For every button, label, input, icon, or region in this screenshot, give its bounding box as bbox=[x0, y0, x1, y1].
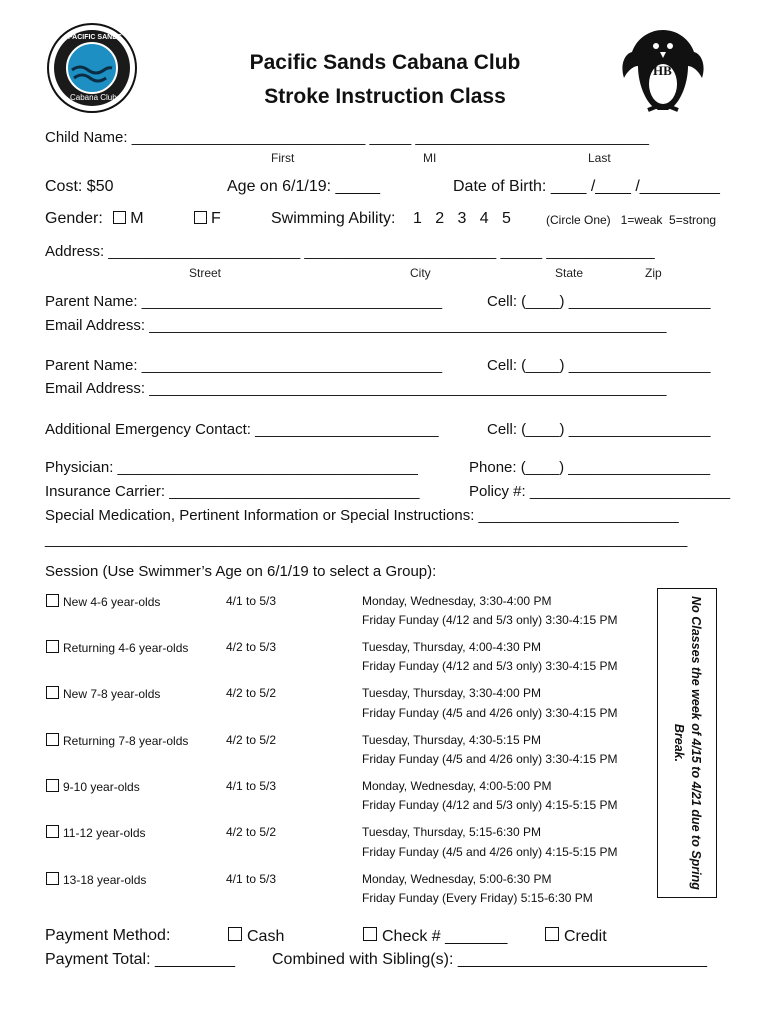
group-name: Returning 4-6 year-olds bbox=[63, 641, 189, 655]
group-schedule: Tuesday, Thursday, 5:15-6:30 PM bbox=[362, 825, 541, 839]
ability-scale[interactable]: 1 2 3 4 5 bbox=[413, 210, 511, 227]
parent1-cell-field[interactable]: Cell: (____) _________________ bbox=[487, 293, 711, 310]
gender-label: Gender: bbox=[45, 210, 103, 227]
credit-checkbox[interactable] bbox=[545, 927, 559, 941]
sub-mi: MI bbox=[423, 151, 437, 165]
group-dates: 4/2 to 5/3 bbox=[226, 640, 277, 654]
special-instructions-line2[interactable]: _____________________________________________________________________________ bbox=[45, 531, 688, 548]
credit-label: Credit bbox=[564, 928, 607, 945]
club-logo bbox=[46, 22, 138, 114]
cash-checkbox[interactable] bbox=[228, 927, 242, 941]
sub-city: City bbox=[410, 266, 431, 280]
session-checkbox[interactable] bbox=[46, 872, 59, 885]
parent2-cell-field[interactable]: Cell: (____) _________________ bbox=[487, 357, 711, 374]
parent2-name-field[interactable]: Parent Name: ____________________________________ bbox=[45, 357, 443, 374]
session-checkbox[interactable] bbox=[46, 686, 59, 699]
ability-note: (Circle One) 1=weak 5=strong bbox=[546, 213, 717, 227]
payment-method-label: Payment Method: bbox=[45, 927, 171, 944]
group-friday: Friday Funday (Every Friday) 5:15-6:30 PM bbox=[362, 891, 593, 905]
age-field[interactable]: Age on 6/1/19: _____ bbox=[227, 178, 381, 195]
group-name: 11-12 year-olds bbox=[63, 826, 146, 840]
session-row[interactable] bbox=[46, 779, 140, 794]
policy-field[interactable]: Policy #: ________________________ bbox=[469, 483, 731, 500]
group-dates: 4/2 to 5/2 bbox=[226, 686, 277, 700]
mascot-initials: HB bbox=[653, 63, 672, 78]
session-row[interactable] bbox=[46, 872, 146, 887]
group-schedule: Tuesday, Thursday, 4:30-5:15 PM bbox=[362, 733, 541, 747]
parent1-email-field[interactable]: Email Address: ______________________________________________________________ bbox=[45, 317, 667, 334]
session-row[interactable] bbox=[46, 686, 160, 701]
check-checkbox[interactable] bbox=[363, 927, 377, 941]
session-checkbox[interactable] bbox=[46, 779, 59, 792]
special-instructions-field[interactable]: Special Medication, Pertinent Information or Special Instructions: ________________________ bbox=[45, 507, 679, 524]
group-friday: Friday Funday (4/12 and 5/3 only) 4:15-5:15 PM bbox=[362, 798, 618, 812]
cash-label: Cash bbox=[247, 928, 285, 945]
sub-zip: Zip bbox=[645, 266, 662, 280]
group-friday: Friday Funday (4/12 and 5/3 only) 3:30-4:15 PM bbox=[362, 659, 618, 673]
group-name: 13-18 year-olds bbox=[63, 873, 147, 887]
group-name: 9-10 year-olds bbox=[63, 780, 140, 794]
gender-f-checkbox[interactable] bbox=[194, 211, 207, 224]
parent1-name-field[interactable]: Parent Name: ____________________________________ bbox=[45, 293, 443, 310]
check-label[interactable]: Check # _______ bbox=[382, 928, 508, 945]
group-name: New 7-8 year-olds bbox=[63, 687, 161, 701]
dob-field[interactable]: Date of Birth: ____ /____ /_________ bbox=[453, 178, 720, 195]
combined-sibling-field[interactable]: Combined with Sibling(s): ____________________________ bbox=[272, 951, 708, 968]
page-title: Pacific Sands Cabana Club bbox=[249, 51, 521, 74]
group-dates: 4/1 to 5/3 bbox=[226, 594, 277, 608]
physician-phone-field[interactable]: Phone: (____) _________________ bbox=[469, 459, 711, 476]
parent2-email-field[interactable]: Email Address: ______________________________________________________________ bbox=[45, 380, 667, 397]
payment-total-field[interactable]: Payment Total: _________ bbox=[45, 951, 236, 968]
ability-label: Swimming Ability: bbox=[271, 210, 396, 227]
logo-text-bottom: Cabana Club bbox=[70, 93, 117, 102]
gender-f-label: F bbox=[211, 210, 221, 227]
insurance-field[interactable]: Insurance Carrier: ______________________________ bbox=[45, 483, 420, 500]
group-name: Returning 7-8 year-olds bbox=[63, 734, 189, 748]
session-checkbox[interactable] bbox=[46, 594, 59, 607]
session-row[interactable] bbox=[46, 594, 160, 609]
group-name: New 4-6 year-olds bbox=[63, 595, 161, 609]
group-dates: 4/1 to 5/3 bbox=[226, 779, 277, 793]
group-schedule: Monday, Wednesday, 5:00-6:30 PM bbox=[362, 872, 552, 886]
child-name-label: Child Name: bbox=[45, 129, 132, 146]
emergency-cell-field[interactable]: Cell: (____) _________________ bbox=[487, 421, 711, 438]
session-row[interactable] bbox=[46, 640, 188, 655]
physician-field[interactable]: Physician: ____________________________________ bbox=[45, 459, 418, 476]
group-dates: 4/1 to 5/3 bbox=[226, 872, 277, 886]
bird-mascot-icon bbox=[618, 26, 708, 114]
address-field[interactable]: Address: _______________________ _______________________ _____ _____________ bbox=[45, 243, 655, 260]
child-name-field[interactable]: ____________________________ _____ ____________________________ bbox=[131, 129, 649, 146]
group-schedule: Tuesday, Thursday, 3:30-4:00 PM bbox=[362, 686, 541, 700]
session-row[interactable] bbox=[46, 825, 146, 840]
gender-m-label: M bbox=[130, 210, 144, 227]
group-schedule: Monday, Wednesday, 4:00-5:00 PM bbox=[362, 779, 552, 793]
page-subtitle: Stroke Instruction Class bbox=[264, 85, 506, 108]
group-schedule: Monday, Wednesday, 3:30-4:00 PM bbox=[362, 594, 552, 608]
session-checkbox[interactable] bbox=[46, 825, 59, 838]
group-dates: 4/2 to 5/2 bbox=[226, 825, 277, 839]
session-row[interactable] bbox=[46, 733, 188, 748]
group-friday: Friday Funday (4/5 and 4/26 only) 4:15-5:15 PM bbox=[362, 845, 618, 859]
session-checkbox[interactable] bbox=[46, 733, 59, 746]
cost-text: Cost: $50 bbox=[45, 178, 114, 195]
group-dates: 4/2 to 5/2 bbox=[226, 733, 277, 747]
sub-street: Street bbox=[189, 266, 222, 280]
spring-break-note-box bbox=[657, 588, 717, 898]
session-heading: Session (Use Swimmer’s Age on 6/1/19 to select a Group): bbox=[45, 563, 437, 580]
gender-m-checkbox[interactable] bbox=[113, 211, 126, 224]
session-checkbox[interactable] bbox=[46, 640, 59, 653]
spring-break-note: No Classes the week of 4/15 to 4/21 due to Spring Break. bbox=[672, 596, 703, 890]
sub-first: First bbox=[271, 151, 295, 165]
sub-state: State bbox=[555, 266, 584, 280]
group-friday: Friday Funday (4/5 and 4/26 only) 3:30-4:15 PM bbox=[362, 752, 618, 766]
group-friday: Friday Funday (4/12 and 5/3 only) 3:30-4:15 PM bbox=[362, 613, 618, 627]
group-schedule: Tuesday, Thursday, 4:00-4:30 PM bbox=[362, 640, 541, 654]
sub-last: Last bbox=[588, 151, 611, 165]
logo-text-top: PACIFIC SANDS bbox=[68, 34, 122, 41]
emergency-contact-field[interactable]: Additional Emergency Contact: ______________________ bbox=[45, 421, 439, 438]
group-friday: Friday Funday (4/5 and 4/26 only) 3:30-4:15 PM bbox=[362, 706, 618, 720]
